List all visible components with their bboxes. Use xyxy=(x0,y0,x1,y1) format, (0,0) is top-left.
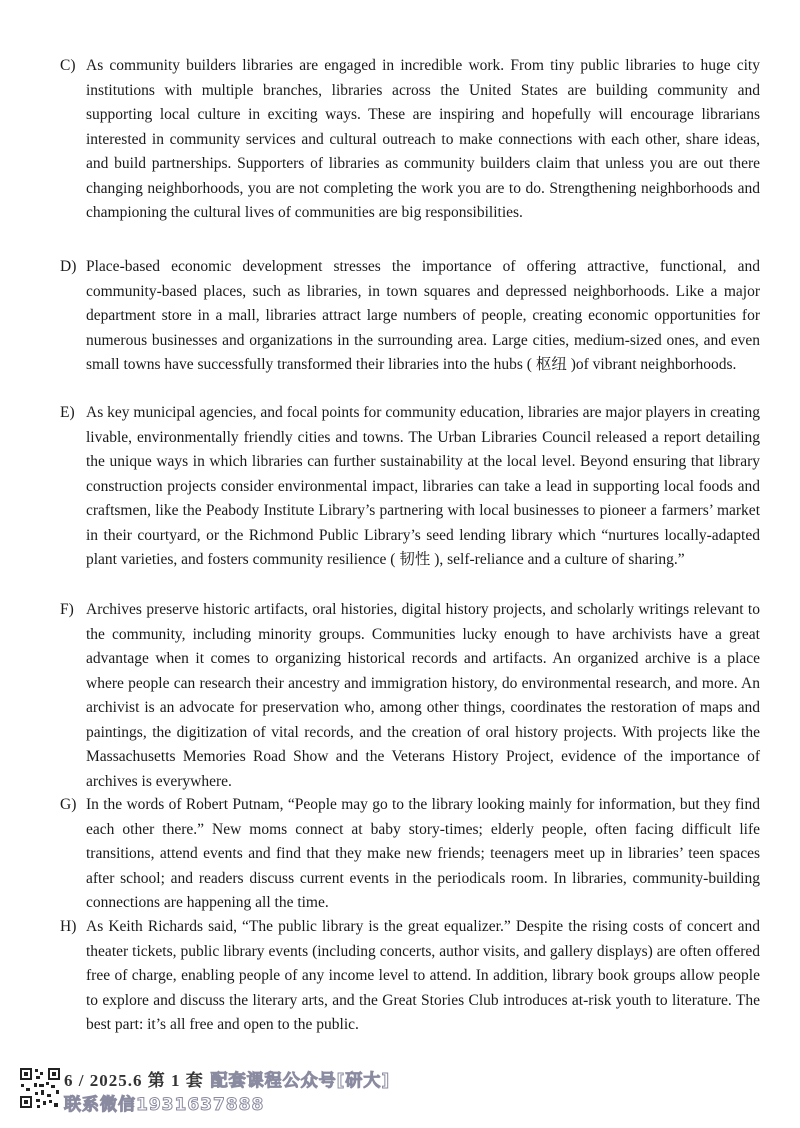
paragraph-letter: F) xyxy=(60,601,74,618)
paragraph-text: As key municipal agencies, and focal points for community education, libraries are major players in creating livable, environmentally friendly cities and towns. The Urban Libraries Council released a report detailing the unique ways in which libraries can further sustainability at the local level. Beyond ensuring that library construction projects consider environmental impact, libraries can take a lead in supporting local foods and craftsmen, like the Peabody Institute Library’s partnering with local businesses to pioneer a farmers’ market in their courtyard, or the Richmond Public Library’s seed lending library which “nurtures locally-adapted plant varieties, and fosters community resilience ( 韧性 ), self-reliance and a culture of sharing.” xyxy=(86,404,760,568)
paragraph-h xyxy=(60,915,760,1038)
paragraph-text: In the words of Robert Putnam, “People may go to the library looking mainly for information, but they find each other there.” New moms connect at baby story-times; elderly people, often facing difficult life transitions, attend events and find that they make new friends; teenagers meet up in libraries’ teen spaces after school; and readers discuss current events in the periodicals room. In libraries, community-building connections are happening all the time. xyxy=(86,796,760,911)
watermark-text: 配套课程公众号[研大] xyxy=(210,1071,391,1091)
paragraph-c xyxy=(60,54,760,226)
paragraph-f xyxy=(60,598,760,794)
page-footer xyxy=(18,1066,391,1122)
qr-code-icon xyxy=(18,1066,62,1110)
paragraph-letter: C) xyxy=(60,57,76,74)
paragraph-text: Archives preserve historic artifacts, oral histories, digital history projects, and scholarly writings relevant to the community, including minority groups. Communities lucky enough to have archivists have a great advantage when it comes to organizing historical records and artifacts. An organized archive is a place where people can research their ancestry and immigration history, do environmental research, and more. An archivist is an advocate for preservation who, among other things, coordinates the restoration of maps and paintings, the digitization of vital records, and the creation of oral history projects. With projects like the Massachusetts Memories Road Show and the Veterans History Project, evidence of the importance of archives is everywhere. xyxy=(86,601,760,790)
paragraph-text: As community builders libraries are engaged in incredible work. From tiny public libraries to huge city institutions with multiple branches, libraries across the United States are building community and supporting local culture in exciting ways. These are inspiring and hopefully will encourage librarians interested in community services and cultural outreach to make connections with each other, share ideas, and build partnerships. Supporters of libraries as community builders claim that unless you are out there changing neighborhoods, you are not completing the work you are to do. Strengthening neighborhoods and championing the cultural lives of communities are big responsibilities. xyxy=(86,57,760,221)
paragraph-g xyxy=(60,793,760,916)
paragraph-letter: H) xyxy=(60,918,77,935)
paragraph-text: Place-based economic development stresses the importance of offering attractive, functional, and community-based places, such as libraries, in town squares and depressed neighborhoods. Like a major department store in a mall, libraries attract large numbers of people, creating economic opportunities for numerous businesses and organizations in the surrounding area. Large cities, medium-sized ones, and even small towns have successfully transformed their libraries into the hubs ( 枢纽 )of vibrant neighborhoods. xyxy=(86,258,760,373)
paragraph-letter: G) xyxy=(60,796,77,813)
footer-watermark-line1 xyxy=(64,1066,390,1091)
paragraph-e xyxy=(60,401,760,573)
paragraph-letter: E) xyxy=(60,404,75,421)
paragraph-letter: D) xyxy=(60,258,77,275)
paragraph-text: As Keith Richards said, “The public library is the great equalizer.” Despite the rising costs of concert and theater tickets, public library events (including concerts, author visits, and gallery displays) are often offered free of charge, enabling people of any income level to attend. In addition, library book groups allow people to explore and discuss the literary arts, and the Great Stories Club introduces at-risk youth to literature. The best part: it’s all free and open to the public. xyxy=(86,918,760,1033)
paragraph-d xyxy=(60,255,760,378)
footer-watermark-line2: 联系微信1931637888 xyxy=(64,1095,265,1115)
page-number: 6 / 2025.6 第 1 套 xyxy=(64,1071,204,1090)
